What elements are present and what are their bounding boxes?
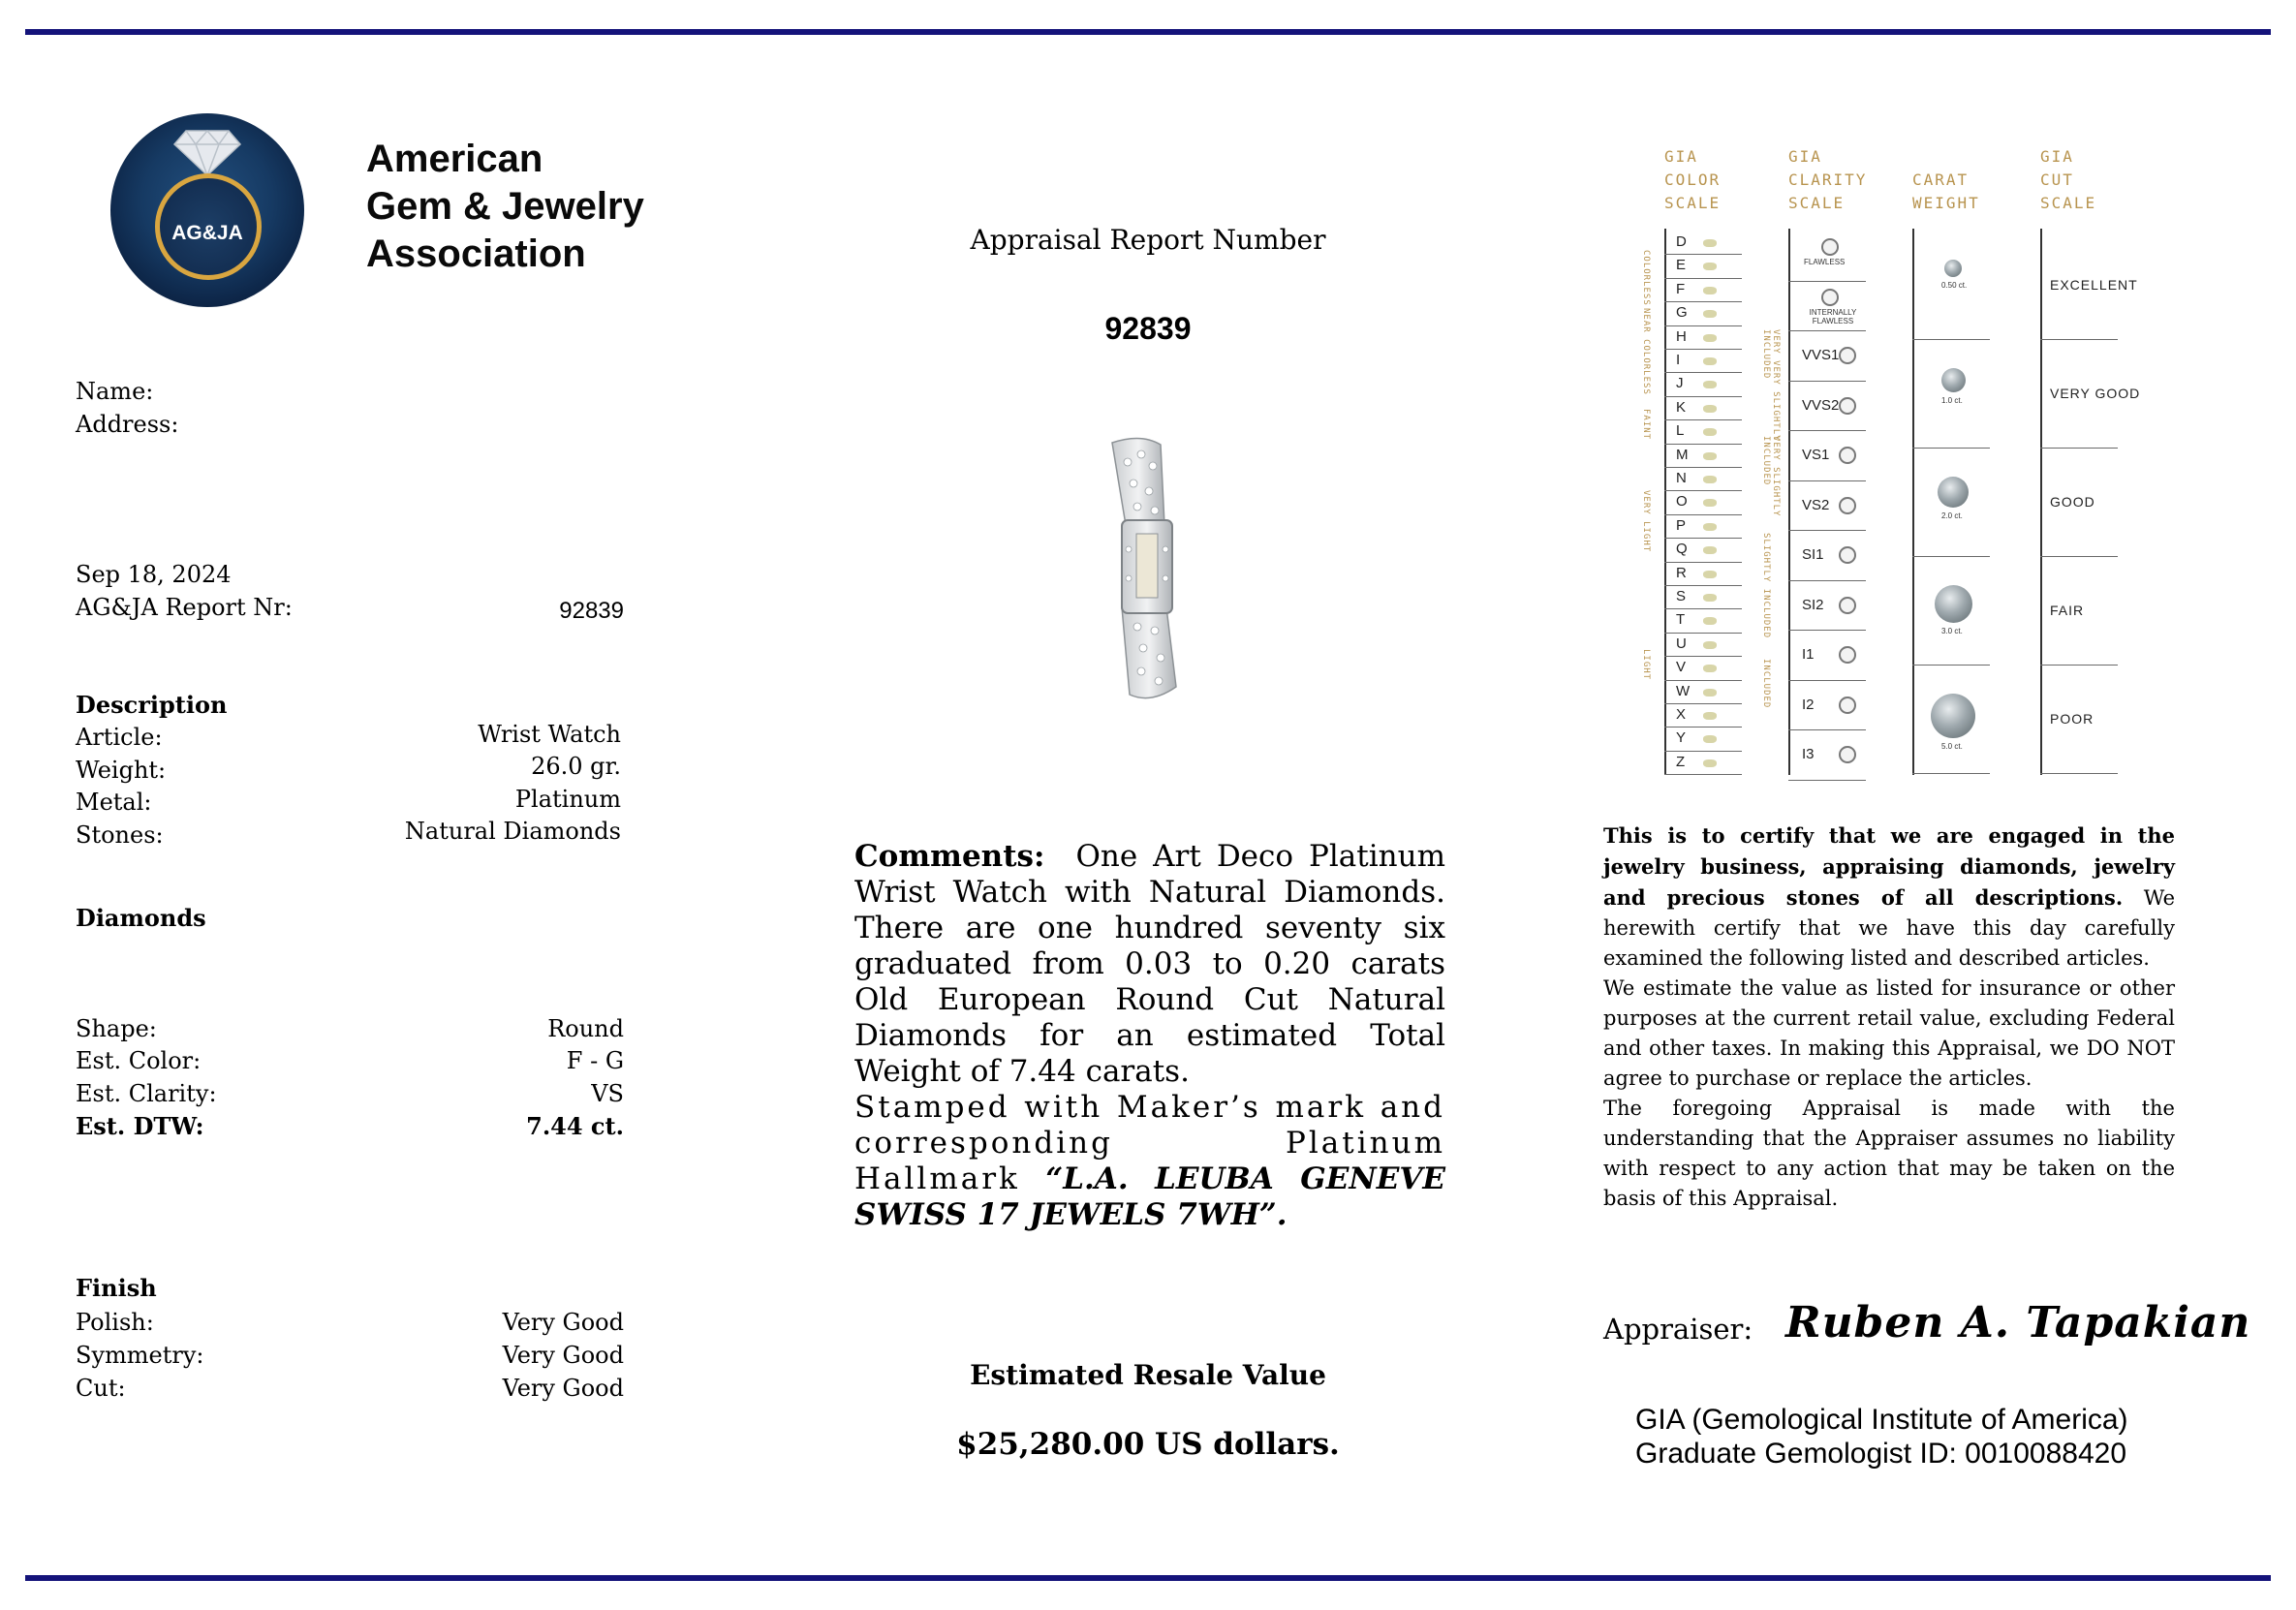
carat-weight-title [1912,169,1980,215]
org-name-line: Association [366,232,586,275]
cut-grade: VERY GOOD [2050,386,2141,401]
report-nr-value: 92839 [559,598,624,624]
color-swatch-icon [1703,735,1717,743]
color-group-label: LIGHT [1641,649,1651,681]
report-title: Appraisal Report Number [970,224,1326,256]
color-swatch-icon [1703,428,1717,436]
cut-grade: GOOD [2050,494,2095,510]
scale-title-line: SCALE [1664,194,1722,212]
color-row-line [1664,490,1742,491]
color-swatch-icon [1703,287,1717,294]
color-swatch-icon [1703,759,1717,767]
org-name-line: American [366,138,543,180]
color-grade: U [1676,635,1687,652]
color-grade: T [1676,611,1686,629]
clarity-group-label: INCLUDED [1761,659,1771,709]
clarity-grade: SI2 [1802,596,1824,613]
weight-value: 26.0 gr. [531,753,621,780]
carat-scale-axis [1912,229,1914,775]
clarity-diagram-icon [1839,397,1856,415]
diamonds-heading: Diamonds [76,904,206,932]
clarity-grade: I2 [1802,696,1815,713]
carat-weight-label: 0.50 ct. [1941,281,1968,290]
agja-logo [110,113,304,307]
clarity-diagram-icon [1839,546,1856,564]
color-swatch-icon [1703,571,1717,578]
color-grade: V [1676,659,1687,676]
report-nr-label: AG&JA Report Nr: [76,594,293,621]
clarity-diagram-icon [1821,289,1839,306]
organization-name [366,136,644,278]
cut-grade: EXCELLENT [2050,277,2138,293]
cut-row-line [2040,665,2118,666]
color-row-line [1664,514,1742,515]
color-grade: Y [1676,729,1687,747]
gia-credentials [1635,1403,2128,1471]
cut-value: Very Good [502,1375,624,1402]
cut-row-line [2040,556,2118,557]
clarity-row-line [1788,281,1866,282]
clarity-note: FLAWLESS [1804,258,1846,266]
color-row-line [1664,680,1742,681]
color-swatch-icon [1703,546,1717,554]
color-swatch-icon [1703,239,1717,247]
color-group-label: NEAR COLORLESS [1641,308,1651,395]
carat-diamond-icon [1935,585,1972,623]
color-grade: M [1676,446,1689,463]
color-row-line [1664,727,1742,728]
color-grade: H [1676,327,1687,345]
color-row-line [1664,467,1742,468]
color-grade: J [1676,375,1684,392]
color-swatch-icon [1703,310,1717,318]
color-row-line [1664,372,1742,373]
carat-row-line [1912,556,1990,557]
gia-line: Graduate Gemologist ID: 0010088420 [1635,1438,2126,1470]
clarity-diagram-icon [1839,597,1856,614]
color-swatch-icon [1703,476,1717,483]
color-swatch-icon [1703,357,1717,365]
clarity-group-label: VERY VERY SLIGHTLY INCLUDED [1761,329,1781,442]
color-row-line [1664,633,1742,634]
color-grade: P [1676,516,1687,534]
cut-grade: POOR [2050,711,2094,727]
cut-row-line [2040,448,2118,449]
color-row-line [1664,254,1742,255]
cut-grade: FAIR [2050,603,2085,618]
color-group-label: COLORLESS [1641,250,1651,306]
cut-scale-title [2040,145,2096,215]
dtw-value: 7.44 ct. [526,1112,624,1140]
color-grade: G [1676,304,1688,322]
color-grade: D [1676,233,1687,250]
color-swatch-icon [1703,263,1717,270]
color-swatch-icon [1703,689,1717,697]
scale-title-line: WEIGHT [1912,194,1980,212]
dtw-label: Est. DTW: [76,1112,204,1140]
description-heading: Description [76,691,228,719]
color-row-line [1664,278,1742,279]
color-grade: L [1676,422,1685,440]
clarity-row-line [1788,530,1866,531]
comments-hallmark: “L.A. LEUBA GENEVE SWISS 17 JEWELS 7WH”. [854,1161,1446,1232]
color-grade: I [1676,352,1681,368]
scale-title-line: COLOR [1664,170,1722,189]
color-swatch-icon [1703,381,1717,388]
color-value: F - G [566,1047,624,1074]
clarity-value: VS [591,1080,624,1107]
clarity-grade: SI1 [1802,546,1824,563]
article-value: Wrist Watch [478,721,621,748]
color-grade: W [1676,682,1691,699]
clarity-diagram-icon [1821,238,1839,256]
clarity-row-line [1788,430,1866,431]
top-border-rule [25,29,2271,35]
stones-value: Natural Diamonds [404,818,621,845]
scale-title-line: CLARITY [1788,170,1868,189]
carat-diamond-icon [1944,260,1962,277]
metal-label: Metal: [76,789,152,816]
clarity-group-label: VERY SLIGHTLY INCLUDED [1761,436,1781,517]
appraiser-label: Appraiser: [1603,1313,1753,1346]
cut-label: Cut: [76,1375,126,1402]
comments-stamp: Stamped with Maker’s mark and corresponding Platinum Hallmark [854,1090,1445,1196]
comments-body: One Art Deco Platinum Wrist Watch with Natural Diamonds. There are one hundred seventy six graduated from 0.03 to 0.20 carats Old European Round Cut Natural Diamonds for an estimated Total Weight of 7.44 carats. [854,839,1445,1089]
clarity-row-line [1788,330,1866,331]
carat-row-line [1912,448,1990,449]
carat-diamond-icon [1938,477,1969,508]
clarity-diagram-icon [1839,497,1856,514]
gia-grading-scales [1637,145,2141,775]
clarity-grade: VVS1 [1802,347,1840,363]
color-swatch-icon [1703,641,1717,649]
scale-title-line: GIA [1664,147,1698,166]
appraiser-signature: Ruben A. Tapakian [1785,1298,2251,1347]
article-label: Article: [76,724,163,751]
shape-label: Shape: [76,1015,157,1042]
color-swatch-icon [1703,594,1717,602]
gia-line: GIA (Gemological Institute of America) [1635,1404,2128,1436]
carat-row-line [1912,665,1990,666]
color-row-line [1664,538,1742,539]
scale-title-line: GIA [2040,147,2074,166]
color-grade: R [1676,564,1687,581]
color-swatch-icon [1703,334,1717,342]
certification-text [1603,820,2175,1214]
org-name-line: Gem & Jewelry [366,185,644,228]
color-swatch-icon [1703,523,1717,531]
carat-diamond-icon [1941,368,1966,392]
clarity-grade: VS1 [1802,447,1830,463]
color-row-line [1664,301,1742,302]
shape-value: Round [547,1015,624,1042]
clarity-diagram-icon [1839,746,1856,763]
color-swatch-icon [1703,665,1717,672]
clarity-grade: VVS2 [1802,396,1840,414]
weight-label: Weight: [76,757,167,784]
color-swatch-icon [1703,405,1717,413]
wrist-watch-image [1083,433,1209,704]
certification-p1: We herewith certify that we have this day carefully examined the following listed and described articles. [1603,886,2175,970]
color-grade: O [1676,493,1688,511]
carat-diamond-icon [1931,694,1975,738]
cut-row-line [2040,339,2118,340]
clarity-row-line [1788,580,1866,581]
color-swatch-icon [1703,617,1717,625]
color-row-line [1664,656,1742,657]
metal-value: Platinum [514,786,621,813]
clarity-diagram-icon [1839,697,1856,714]
clarity-diagram-icon [1839,447,1856,464]
color-row-line [1664,774,1742,775]
symmetry-value: Very Good [502,1342,624,1369]
certification-intro: This is to certify that we are engaged in the jewelry business, appraising diamonds, jewelry and precious stones of all descriptions. [1603,823,2175,910]
color-grade: N [1676,470,1687,486]
address-label: Address: [76,411,179,438]
carat-row-line [1912,339,1990,340]
bottom-border-rule [25,1575,2271,1581]
finish-heading: Finish [76,1274,157,1302]
color-swatch-icon [1703,712,1717,720]
certification-p2: We estimate the value as listed for insurance or other purposes at the current retail value, excluding Federal and other taxes. In making this Appraisal, we DO NOT agree to purchase or replace the articles. [1603,976,2175,1090]
color-row-line [1664,562,1742,563]
clarity-label: Est. Clarity: [76,1080,217,1107]
clarity-row-line [1788,729,1866,730]
color-row-line [1664,608,1742,609]
polish-label: Polish: [76,1309,154,1336]
color-row-line [1664,703,1742,704]
scale-title-line: SCALE [1788,194,1846,212]
polish-value: Very Good [502,1309,624,1336]
color-row-line [1664,325,1742,326]
clarity-row-line [1788,630,1866,631]
report-date: Sep 18, 2024 [76,561,232,588]
clarity-note: INTERNALLY FLAWLESS [1809,307,1857,325]
scale-title-line: CARAT [1912,170,1970,189]
color-grade: F [1676,280,1686,297]
certification-p3: The foregoing Appraisal is made with the understanding that the Appraiser assumes no liability with respect to any action that may be taken on the basis of this Appraisal. [1603,1097,2175,1210]
resale-label: Estimated Resale Value [970,1359,1326,1391]
stones-label: Stones: [76,821,164,849]
color-scale-title [1664,145,1721,215]
scale-title-line: GIA [1788,147,1822,166]
clarity-row-line [1788,381,1866,382]
carat-row-line [1912,773,1990,774]
carat-weight-label: 2.0 ct. [1941,511,1963,520]
clarity-row-line [1788,480,1866,481]
color-grade: K [1676,398,1687,416]
color-grade: Z [1676,753,1686,770]
color-group-label: VERY LIGHT [1641,490,1651,553]
clarity-scale-title [1788,145,1867,215]
color-row-line [1664,751,1742,752]
scale-title-line: SCALE [2040,194,2097,212]
scale-title-line: CUT [2040,170,2074,189]
color-grade: X [1676,706,1687,723]
diamond-icon [172,129,242,177]
clarity-diagram-icon [1839,646,1856,664]
color-row-line [1664,444,1742,445]
clarity-grade: VS2 [1802,496,1830,513]
carat-weight-label: 3.0 ct. [1941,627,1963,635]
clarity-group-label: SLIGHTLY INCLUDED [1761,533,1771,639]
color-grade: E [1676,257,1687,274]
comments-paragraph [854,839,1445,1233]
cut-row-line [2040,773,2118,774]
color-row-line [1664,349,1742,350]
comments-heading: Comments: [854,839,1045,874]
clarity-row-line [1788,780,1866,781]
name-label: Name: [76,378,154,405]
color-row-line [1664,419,1742,420]
color-swatch-icon [1703,499,1717,507]
clarity-grade: I3 [1802,746,1815,762]
clarity-row-line [1788,680,1866,681]
color-row-line [1664,396,1742,397]
color-group-label: FAINT [1641,409,1651,441]
carat-weight-label: 1.0 ct. [1941,396,1963,405]
report-number: 92839 [1104,311,1192,346]
color-scale-axis [1664,229,1666,775]
cut-scale-axis [2040,229,2042,775]
logo-monogram: AG&JA [171,222,243,244]
carat-weight-label: 5.0 ct. [1941,742,1963,751]
color-grade: S [1676,588,1687,604]
color-label: Est. Color: [76,1047,202,1074]
color-swatch-icon [1703,452,1717,460]
color-grade: Q [1676,541,1688,558]
clarity-grade: I1 [1802,646,1815,663]
symmetry-label: Symmetry: [76,1342,204,1369]
clarity-scale-axis [1788,229,1790,775]
color-row-line [1664,585,1742,586]
clarity-diagram-icon [1839,347,1856,364]
resale-value: $25,280.00 US dollars. [956,1427,1340,1462]
